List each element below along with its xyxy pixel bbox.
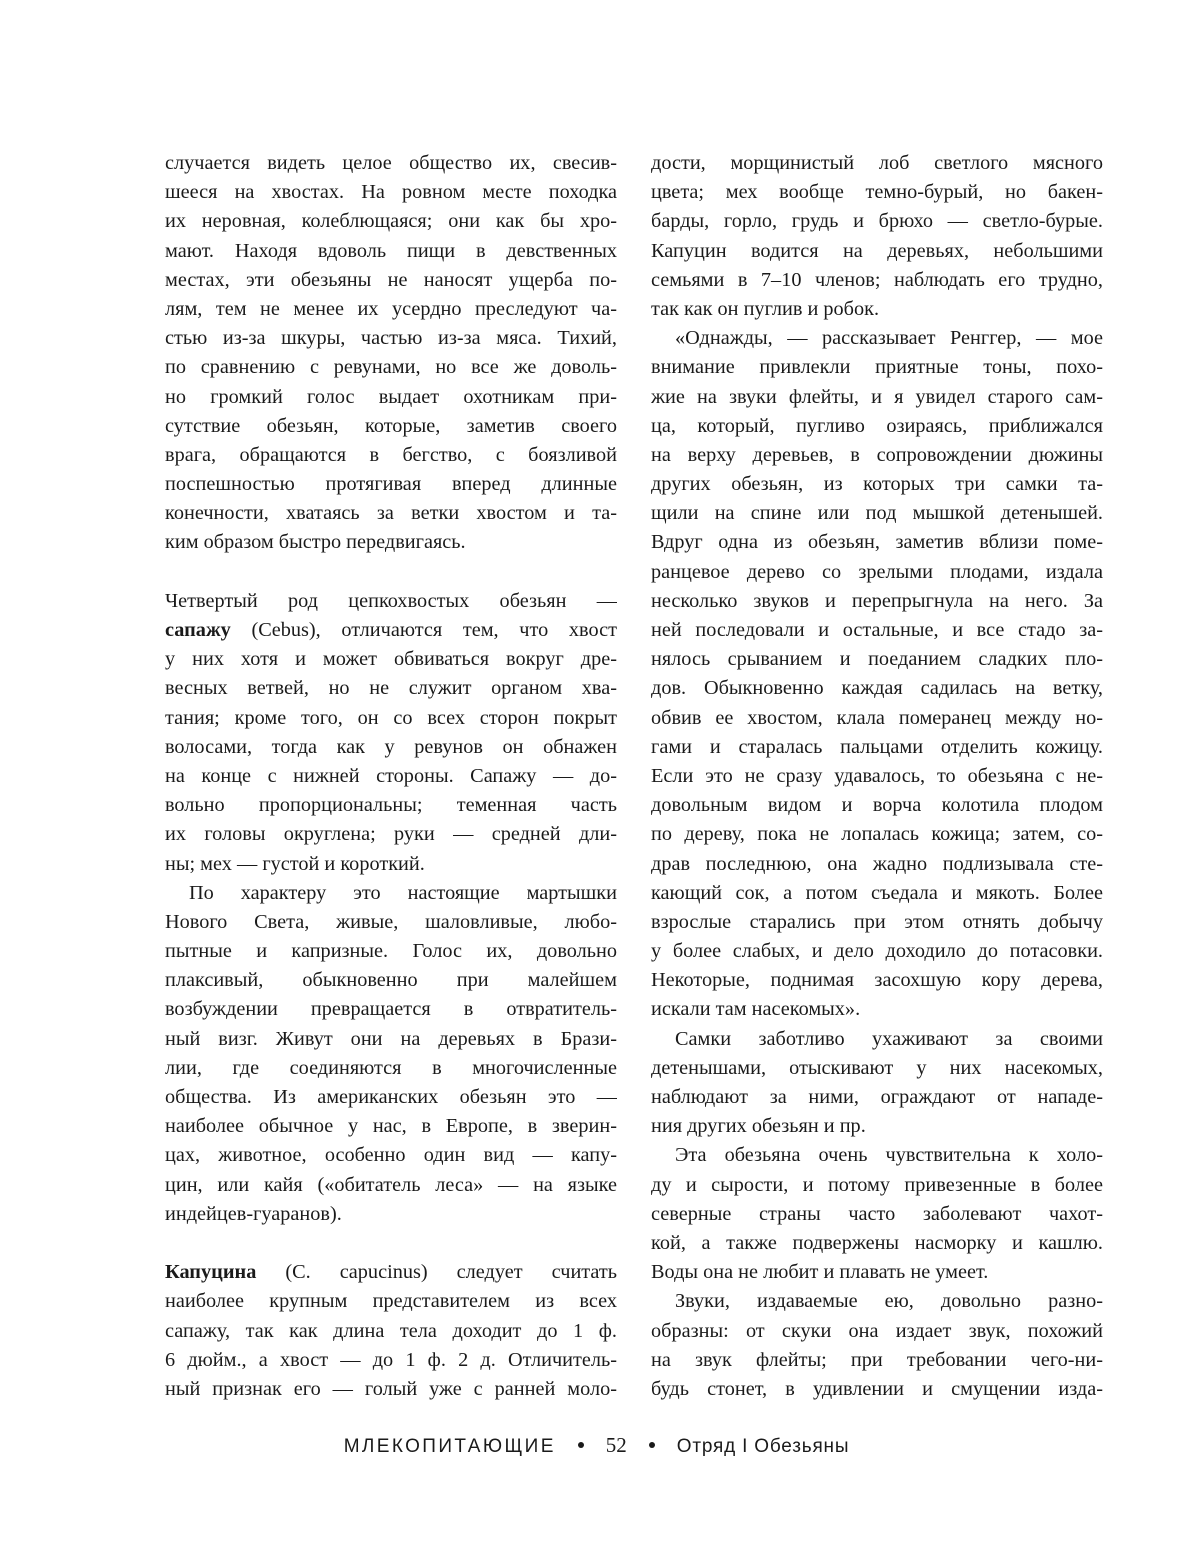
text-line [165, 207, 617, 236]
line-text: Четвертый род цепкохвостых обезьян — [165, 589, 617, 612]
line-text: детенышами, отыскивают у них насекомых, [651, 1056, 1103, 1079]
text-line [165, 937, 617, 966]
text-line [165, 820, 617, 849]
line-text: по дереву, пока не лопалась кожица; затем, со- [651, 823, 1103, 846]
text-line [165, 704, 617, 733]
line-text: стью из-за шкуры, частью из-за мяса. Тихий, [165, 327, 617, 350]
line-text: местах, эти обезьяны не наносят ущерба по- [165, 268, 617, 291]
separator-dot [649, 1442, 655, 1448]
line-text: цин, или кайя («обитатель леса» — на языке [165, 1173, 617, 1196]
line-text: их неровная, колеблющаяся; они как бы хро- [165, 210, 617, 233]
text-line [651, 207, 1103, 236]
text-line [651, 791, 1103, 820]
text-line [165, 237, 617, 266]
text-line [165, 674, 617, 703]
text-line [651, 966, 1103, 995]
line-text: довольным видом и ворча колотила плодом [651, 794, 1103, 817]
text-line [651, 879, 1103, 908]
line-text: жие на звуки флейты, и я увидел старого сам- [651, 385, 1103, 408]
text-line [165, 353, 617, 382]
running-section-title: МЛЕКОПИТАЮЩИЕ [343, 1436, 556, 1457]
line-text: цах, животное, особенно один вид — капу- [165, 1144, 617, 1167]
line-text: сутствие обезьян, которые, заметив своего [165, 414, 617, 437]
text-line [651, 237, 1103, 266]
paragraph-gap [165, 558, 617, 587]
paragraph-gap [165, 1229, 617, 1258]
text-line [651, 528, 1103, 557]
text-line [165, 295, 617, 324]
line-text: (Cebus), отличаются тем, что хвост [230, 619, 617, 641]
text-line [165, 499, 617, 528]
text-line [651, 441, 1103, 470]
line-text: у них хотя и может обвиваться вокруг дре- [165, 648, 617, 671]
text-line [651, 616, 1103, 645]
line-text: весных ветвей, но не служит органом хва- [165, 677, 617, 700]
text-line [165, 412, 617, 441]
text-line [165, 470, 617, 499]
text-line [165, 1200, 617, 1229]
line-text: других обезьян, из которых три самки та- [651, 473, 1103, 496]
text-line [165, 1375, 617, 1404]
line-text: 6 дюйм., а хвост — до 1 ф. 2 д. Отличитель- [165, 1348, 617, 1371]
page-footer [0, 1432, 1193, 1460]
text-line [651, 295, 1103, 324]
bold-term: Капуцина [165, 1261, 257, 1284]
line-text: искали там насекомых». [651, 998, 861, 1021]
text-line [651, 704, 1103, 733]
text-line [165, 1171, 617, 1200]
line-text: ца, который, пугливо озираясь, приближался [651, 414, 1103, 437]
line-text: их головы округлена; руки — средней дли- [165, 823, 617, 846]
text-line [165, 645, 617, 674]
line-text: индейцев-гуаранов). [165, 1202, 342, 1225]
text-line [651, 1083, 1103, 1112]
line-text: Нового Света, живые, шаловливые, любо- [165, 910, 617, 933]
text-line [651, 1200, 1103, 1229]
line-text: барды, горло, грудь и брюхо — светло-бурые. [651, 210, 1103, 233]
text-line [651, 1229, 1103, 1258]
line-text: но громкий голос выдает охотникам при- [165, 385, 617, 408]
line-text: Вдруг одна из обезьян, заметив вблизи поме- [651, 531, 1103, 554]
text-line [165, 149, 617, 178]
text-line [165, 966, 617, 995]
text-line [651, 762, 1103, 791]
text-line [651, 587, 1103, 616]
text-line [165, 383, 617, 412]
line-text: кой, а также подвержены насморку и кашлю. [651, 1231, 1103, 1254]
line-text: тания; кроме того, он со всех сторон покрыт [165, 706, 617, 729]
text-line [651, 178, 1103, 207]
bold-term: сапажу [165, 619, 231, 641]
text-line [165, 616, 617, 645]
text-line [165, 441, 617, 470]
text-line [651, 1171, 1103, 1200]
right-text-column [651, 149, 1103, 1404]
text-line [165, 1083, 617, 1112]
text-line [651, 324, 1103, 353]
line-text: ду и сырости, и потому привезенные в более [651, 1173, 1103, 1196]
text-line [651, 937, 1103, 966]
text-line [165, 791, 617, 820]
text-line [651, 470, 1103, 499]
line-text: поспешностью протягивая вперед длинные [165, 473, 617, 496]
text-line [651, 149, 1103, 178]
text-line [651, 1112, 1103, 1141]
text-line [165, 178, 617, 207]
line-text: общества. Из американских обезьян это — [165, 1086, 617, 1108]
line-text: щили на спине или под мышкой детенышей. [651, 502, 1103, 525]
line-text: конечности, хватаясь за ветки хвостом и та- [165, 502, 617, 525]
line-text: нялось срыванием и поеданием сладких пло- [651, 648, 1103, 671]
line-text: ны; мех — густой и короткий. [165, 852, 425, 875]
running-chapter-title: Отряд I Обезьяны [676, 1436, 850, 1457]
line-text: Если это не сразу удавалось, то обезьяна с не- [651, 764, 1103, 787]
line-text: Самки заботливо ухаживают за своими [675, 1027, 1103, 1050]
line-text: семьями в 7–10 членов; наблюдать его трудно, [651, 268, 1103, 291]
line-text: наиболее обычное у нас, в Европе, в зверин- [165, 1115, 617, 1138]
text-line [165, 850, 617, 879]
text-line [165, 733, 617, 762]
line-text: Эта обезьяна очень чувствительна к холо- [675, 1144, 1103, 1167]
line-text: на звук флейты; при требовании чего-ни- [651, 1348, 1103, 1371]
text-line [165, 1317, 617, 1346]
line-text: будь стонет, в удивлении и смущении изда- [651, 1377, 1103, 1400]
line-text: кающий сок, а потом съедала и мякоть. Более [651, 881, 1103, 904]
text-line [651, 412, 1103, 441]
line-text: наиболее крупным представителем из всех [165, 1290, 617, 1313]
text-line [651, 1025, 1103, 1054]
line-text: на верху деревьев, в сопровождении дюжины [651, 443, 1103, 466]
text-line [165, 1112, 617, 1141]
line-text: мают. Находя вдоволь пищи в девственных [165, 239, 617, 262]
line-text: у более слабых, и дело доходило до потасовки. [651, 940, 1103, 963]
text-line [651, 499, 1103, 528]
text-line [651, 674, 1103, 703]
line-text: на конце с нижней стороны. Сапажу — до- [165, 764, 617, 787]
line-text: вольно пропорциональны; теменная часть [165, 794, 617, 817]
line-text: дости, морщинистый лоб светлого мясного [651, 152, 1103, 174]
line-text: Звуки, издаваемые ею, довольно разно- [675, 1290, 1103, 1313]
line-text: лии, где соединяются в многочисленные [165, 1056, 617, 1079]
text-line [651, 1375, 1103, 1404]
line-text: (C. capucinus) следует считать [256, 1261, 617, 1284]
text-line [165, 1258, 617, 1287]
line-text: цвета; мех вообще темно-бурый, но бакен- [651, 181, 1103, 204]
line-text: возбуждении превращается в отвратитель- [165, 998, 617, 1021]
text-line [165, 528, 617, 557]
text-line [651, 1317, 1103, 1346]
text-line [651, 820, 1103, 849]
line-text: обвив ее хвостом, клала померанец между но- [651, 706, 1103, 729]
text-line [651, 1141, 1103, 1170]
text-line [165, 879, 617, 908]
line-text: Капуцин водится на деревьях, небольшими [651, 239, 1103, 262]
line-text: лям, тем не менее их усердно преследуют ча- [165, 297, 617, 320]
line-text: случается видеть целое общество их, свесив- [165, 152, 617, 174]
line-text: ней последовали и остальные, и все стадо за- [651, 619, 1103, 641]
line-text: так как он пуглив и робок. [651, 297, 880, 320]
text-line [651, 266, 1103, 295]
text-line [165, 1054, 617, 1083]
line-text: наблюдают за ними, ограждают от нападе- [651, 1086, 1103, 1108]
line-text: ранцевое дерево со зрелыми плодами, издала [651, 560, 1103, 583]
line-text: образны: от скуки она издает звук, похожий [651, 1319, 1103, 1342]
line-text: врага, обращаются в бегство, с боязливой [165, 443, 617, 466]
text-line [651, 908, 1103, 937]
text-line [165, 995, 617, 1024]
text-line [651, 850, 1103, 879]
line-text: гами и старалась пальцами отделить кожицу. [651, 735, 1103, 758]
text-line [651, 1054, 1103, 1083]
line-text: волосами, тогда как у ревунов он обнажен [165, 735, 617, 758]
line-text: ный признак его — голый уже с ранней моло- [165, 1377, 617, 1400]
text-line [651, 1287, 1103, 1316]
line-text: шееся на хвостах. На ровном месте походка [165, 181, 617, 204]
line-text: По характеру это настоящие мартышки [189, 881, 617, 904]
line-text: северные страны часто заболевают чахот- [651, 1202, 1103, 1225]
page-number: 52 [605, 1433, 627, 1457]
line-text: драв последнюю, она жадно подлизывала сте- [651, 852, 1103, 875]
text-line [165, 1141, 617, 1170]
text-line [165, 1287, 617, 1316]
left-text-column [165, 149, 617, 1404]
text-line [651, 1258, 1103, 1287]
text-line [651, 733, 1103, 762]
line-text: ный визг. Живут они на деревьях в Брази- [165, 1027, 617, 1050]
line-text: взрослые старались при этом отнять добычу [651, 910, 1103, 933]
line-text: плаксивый, обыкновенно при малейшем [165, 969, 617, 992]
text-line [165, 324, 617, 353]
text-line [165, 587, 617, 616]
line-text: сапажу, так как длина тела доходит до 1 ф. [165, 1319, 617, 1342]
line-text: ния других обезьян и пр. [651, 1115, 866, 1138]
text-line [165, 1025, 617, 1054]
line-text: по сравнению с ревунами, но все же доволь- [165, 356, 617, 379]
line-text: несколько звуков и перепрыгнула на него. За [651, 589, 1103, 612]
text-line [165, 266, 617, 295]
line-text: пытные и капризные. Голос их, довольно [165, 940, 617, 963]
line-text: дов. Обыкновенно каждая садилась на ветку, [651, 677, 1103, 700]
text-line [651, 383, 1103, 412]
text-line [651, 995, 1103, 1024]
text-line [651, 1346, 1103, 1375]
text-line [165, 908, 617, 937]
text-line [651, 645, 1103, 674]
line-text: Воды она не любит и плавать не умеет. [651, 1261, 989, 1284]
separator-dot [578, 1442, 584, 1448]
line-text: Некоторые, поднимая засохшую кору дерева, [651, 969, 1103, 992]
text-line [651, 353, 1103, 382]
line-text: ким образом быстро передвигаясь. [165, 531, 466, 554]
text-line [651, 558, 1103, 587]
line-text: «Однажды, — рассказывает Ренггер, — мое [675, 327, 1103, 350]
line-text: внимание привлекли приятные тоны, похо- [651, 356, 1103, 379]
text-line [165, 762, 617, 791]
text-line [165, 1346, 617, 1375]
